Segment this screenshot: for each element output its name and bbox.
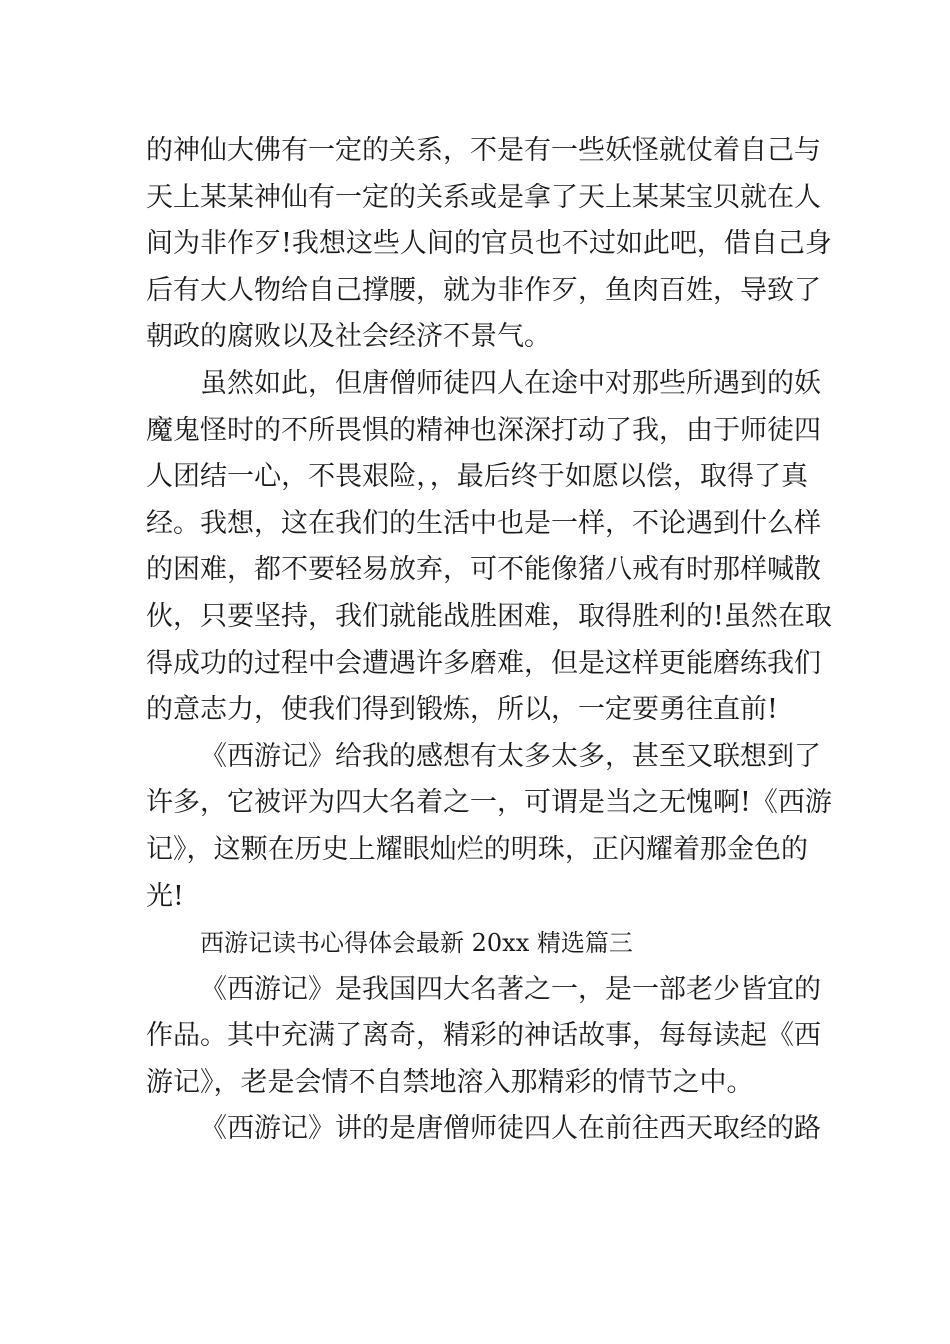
paragraph [146, 361, 832, 734]
paragraph [146, 1106, 821, 1153]
paragraph [146, 734, 832, 920]
text-line: 的神仙大佛有一定的关系，不是有一些妖怪就仗着自己与 [146, 135, 821, 166]
text-line: 魔鬼怪时的不所畏惧的精神也深深打动了我，由于师徒四 [146, 414, 821, 446]
text-line: 的困难，都不要轻易放弃，可不能像猪八戒有时那样喊散 [146, 554, 821, 586]
text-line: 作品。其中充满了离奇，精彩的神话故事，每每读起《西 [146, 1020, 821, 1052]
text-line: 虽然如此，但唐僧师徒四人在途中对那些所遇到的妖 [200, 367, 821, 399]
text-line: 经。我想，这在我们的生活中也是一样，不论遇到什么样 [146, 507, 821, 539]
text-line: 《西游记》讲的是唐僧师徒四人在前往西天取经的路 [200, 1113, 821, 1145]
text-line: 朝政的腐败以及社会经济不景气。 [146, 321, 551, 353]
text-line: 光! [146, 880, 184, 912]
text-line: 得成功的过程中会遭遇许多磨难，但是这样更能磨练我们 [146, 647, 821, 679]
section-heading [146, 920, 808, 967]
text-line: 人团结一心，不畏艰险，，最后终于如愿以偿，取得了真 [146, 461, 808, 493]
text-line: 的意志力，使我们得到锻炼，所以，一定要勇往直前! [146, 694, 778, 726]
text-line: 记》，这颗在历史上耀眼灿烂的明珠，正闪耀着那金色的 [146, 833, 808, 865]
document-body [146, 128, 832, 1153]
paragraph [146, 967, 821, 1107]
text-line: 天上某某神仙有一定的关系或是拿了天上某某宝贝就在人 [146, 181, 821, 213]
text-line: 伙，只要坚持，我们就能战胜困难，取得胜利的!虽然在取 [146, 600, 832, 632]
heading-text: 西游记读书心得体会最新 20xx 精选篇三 [200, 929, 633, 958]
text-line: 《西游记》给我的感想有太多太多，甚至又联想到了 [200, 740, 821, 772]
text-line: 《西游记》是我国四大名著之一，是一部老少皆宜的 [200, 973, 821, 1005]
text-line: 间为非作歹!我想这些人间的官员也不过如此吧，借自己身 [146, 228, 832, 260]
text-line: 后有大人物给自己撑腰，就为非作歹，鱼肉百姓，导致了 [146, 274, 821, 306]
paragraph [146, 128, 832, 361]
text-line: 许多，它被评为四大名着之一，可谓是当之无愧啊!《西游 [146, 787, 832, 819]
text-line: 游记》，老是会情不自禁地溶入那精彩的情节之中。 [146, 1066, 754, 1098]
